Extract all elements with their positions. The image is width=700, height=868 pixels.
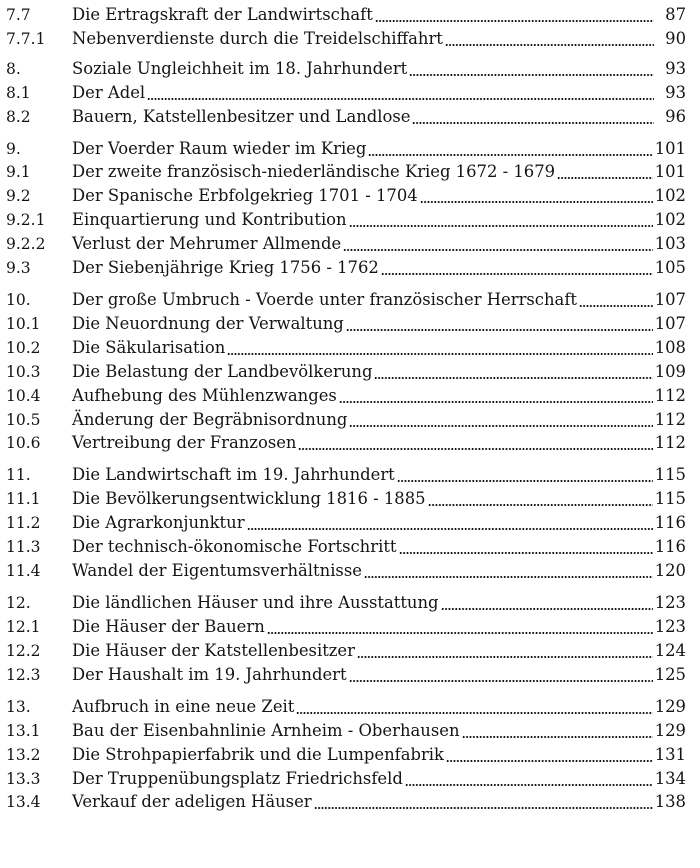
entry-title: Die Häuser der Katstellenbesitzer bbox=[72, 641, 355, 660]
entry-title: Die Häuser der Bauern bbox=[72, 617, 265, 636]
entry-page-number: 138 bbox=[654, 792, 686, 811]
dot-leader bbox=[343, 247, 653, 253]
dot-leader bbox=[399, 550, 653, 556]
dot-leader bbox=[349, 423, 652, 429]
entry-page-number: 93 bbox=[665, 59, 686, 78]
toc-entry bbox=[6, 208, 686, 232]
toc-entry bbox=[6, 615, 686, 639]
dot-leader bbox=[397, 478, 653, 484]
entry-page-number: 115 bbox=[654, 489, 686, 508]
entry-title: Die Neuordnung der Verwaltung bbox=[72, 314, 344, 333]
dot-leader bbox=[462, 734, 653, 740]
dot-leader bbox=[298, 446, 652, 452]
entry-number: 11.4 bbox=[6, 562, 41, 580]
entry-page-number: 129 bbox=[654, 721, 686, 740]
entry-title: Der Adel bbox=[72, 83, 146, 102]
dot-leader bbox=[247, 526, 653, 532]
entry-page-number: 90 bbox=[665, 29, 686, 48]
entry-number: 13.1 bbox=[6, 722, 41, 740]
entry-title: Nebenverdienste durch die Treidelschiffahrt bbox=[72, 29, 443, 48]
entry-number: 12.1 bbox=[6, 618, 41, 636]
entry-number: 9. bbox=[6, 140, 21, 158]
entry-number: 12.2 bbox=[6, 642, 41, 660]
toc-entry bbox=[6, 408, 686, 432]
entry-number: 13. bbox=[6, 698, 31, 716]
toc-entry bbox=[6, 160, 686, 184]
dot-leader bbox=[346, 327, 653, 333]
entry-number: 11. bbox=[6, 466, 31, 484]
dot-leader bbox=[409, 72, 654, 78]
entry-title: Die Säkularisation bbox=[72, 338, 226, 357]
toc-entry bbox=[6, 232, 686, 256]
toc-entry bbox=[6, 105, 686, 129]
entry-page-number: 124 bbox=[654, 641, 686, 660]
entry-number: 11.1 bbox=[6, 490, 41, 508]
entry-title: Der zweite französisch-niederländische Krieg 1672 - 1679 bbox=[72, 162, 556, 181]
entry-page-number: 134 bbox=[654, 769, 686, 788]
toc-entry bbox=[6, 312, 686, 336]
toc-entry bbox=[6, 719, 686, 743]
toc-entry bbox=[6, 559, 686, 583]
entry-number: 12. bbox=[6, 594, 31, 612]
toc-entry bbox=[6, 256, 686, 280]
entry-page-number: 107 bbox=[654, 314, 686, 333]
dot-leader bbox=[267, 630, 653, 636]
entry-title: Vertreibung der Franzosen bbox=[72, 433, 297, 452]
entry-page-number: 109 bbox=[654, 362, 686, 381]
entry-page-number: 112 bbox=[654, 410, 686, 429]
entry-number: 13.4 bbox=[6, 793, 41, 811]
toc-entry bbox=[6, 3, 686, 27]
dot-leader bbox=[368, 152, 652, 158]
entry-number: 7.7 bbox=[6, 6, 31, 24]
entry-number: 10.4 bbox=[6, 387, 41, 405]
entry-page-number: 102 bbox=[654, 186, 686, 205]
entry-page-number: 105 bbox=[654, 258, 686, 277]
dot-leader bbox=[296, 710, 652, 716]
dot-leader bbox=[441, 606, 653, 612]
toc-entry bbox=[6, 384, 686, 408]
entry-number: 9.2.2 bbox=[6, 235, 46, 253]
entry-page-number: 103 bbox=[654, 234, 686, 253]
entry-number: 13.3 bbox=[6, 770, 41, 788]
entry-number: 10.2 bbox=[6, 339, 41, 357]
entry-title: Die Strohpapierfabrik und die Lumpenfabrik bbox=[72, 745, 444, 764]
dot-leader bbox=[381, 271, 653, 277]
entry-number: 10.3 bbox=[6, 363, 41, 381]
entry-page-number: 129 bbox=[654, 697, 686, 716]
entry-number: 11.3 bbox=[6, 538, 41, 556]
entry-title: Aufbruch in eine neue Zeit bbox=[72, 697, 295, 716]
entry-page-number: 125 bbox=[654, 665, 686, 684]
entry-title: Bau der Eisenbahnlinie Arnheim - Oberhausen bbox=[72, 721, 460, 740]
entry-page-number: 120 bbox=[654, 561, 686, 580]
entry-number: 9.2 bbox=[6, 187, 31, 205]
entry-number: 10.6 bbox=[6, 434, 41, 452]
entry-number: 10.5 bbox=[6, 411, 41, 429]
dot-leader bbox=[428, 502, 653, 508]
entry-title: Der Spanische Erbfolgekrieg 1701 - 1704 bbox=[72, 186, 418, 205]
dot-leader bbox=[445, 42, 654, 48]
entry-number: 12.3 bbox=[6, 666, 41, 684]
entry-title: Der technisch-ökonomische Fortschritt bbox=[72, 537, 397, 556]
toc-entry bbox=[6, 81, 686, 105]
dot-leader bbox=[420, 199, 653, 205]
toc-entry bbox=[6, 184, 686, 208]
dot-leader bbox=[364, 574, 653, 580]
entry-title: Wandel der Eigentumsverhältnisse bbox=[72, 561, 362, 580]
entry-page-number: 112 bbox=[654, 433, 686, 452]
dot-leader bbox=[314, 805, 653, 811]
toc-entry bbox=[6, 695, 686, 719]
entry-number: 10.1 bbox=[6, 315, 41, 333]
toc-entry bbox=[6, 767, 686, 791]
entry-page-number: 116 bbox=[654, 513, 686, 532]
entry-title: Die Agrarkonjunktur bbox=[72, 513, 245, 532]
entry-page-number: 123 bbox=[654, 593, 686, 612]
dot-leader bbox=[339, 399, 653, 405]
entry-title: Die Landwirtschaft im 19. Jahrhundert bbox=[72, 465, 395, 484]
entry-title: Der Truppenübungsplatz Friedrichsfeld bbox=[72, 769, 403, 788]
dot-leader bbox=[374, 375, 652, 381]
entry-page-number: 108 bbox=[654, 338, 686, 357]
entry-number: 9.3 bbox=[6, 259, 31, 277]
toc-entry bbox=[6, 336, 686, 360]
entry-title: Einquartierung und Kontribution bbox=[72, 210, 347, 229]
entry-title: Der Voerder Raum wieder im Krieg bbox=[72, 139, 367, 158]
entry-title: Der große Umbruch - Voerde unter französischer Herrschaft bbox=[72, 290, 577, 309]
toc-entry bbox=[6, 790, 686, 814]
entry-number: 9.2.1 bbox=[6, 211, 46, 229]
dot-leader bbox=[375, 18, 654, 24]
entry-page-number: 101 bbox=[654, 139, 686, 158]
entry-title: Die ländlichen Häuser und ihre Ausstattung bbox=[72, 593, 439, 612]
toc-entry bbox=[6, 639, 686, 663]
entry-page-number: 102 bbox=[654, 210, 686, 229]
entry-number: 8. bbox=[6, 60, 21, 78]
toc-entry bbox=[6, 288, 686, 312]
dot-leader bbox=[349, 223, 653, 229]
entry-number: 9.1 bbox=[6, 163, 31, 181]
entry-number: 13.2 bbox=[6, 746, 41, 764]
entry-title: Aufhebung des Mühlenzwanges bbox=[72, 386, 337, 405]
entry-page-number: 93 bbox=[665, 83, 686, 102]
entry-page-number: 107 bbox=[654, 290, 686, 309]
entry-number: 7.7.1 bbox=[6, 30, 46, 48]
dot-leader bbox=[557, 175, 653, 181]
entry-page-number: 112 bbox=[654, 386, 686, 405]
dot-leader bbox=[349, 678, 653, 684]
toc-entry bbox=[6, 360, 686, 384]
entry-title: Bauern, Katstellenbesitzer und Landlose bbox=[72, 107, 411, 126]
dot-leader bbox=[412, 120, 654, 126]
toc-entry bbox=[6, 487, 686, 511]
entry-page-number: 123 bbox=[654, 617, 686, 636]
entry-title: Soziale Ungleichheit im 18. Jahrhundert bbox=[72, 59, 408, 78]
dot-leader bbox=[446, 758, 653, 764]
entry-page-number: 101 bbox=[654, 162, 686, 181]
entry-page-number: 115 bbox=[654, 465, 686, 484]
toc-entry bbox=[6, 511, 686, 535]
entry-page-number: 87 bbox=[665, 5, 686, 24]
dot-leader bbox=[357, 654, 653, 660]
dot-leader bbox=[147, 96, 654, 102]
entry-title: Der Haushalt im 19. Jahrhundert bbox=[72, 665, 347, 684]
toc-entry bbox=[6, 27, 686, 51]
toc-entry bbox=[6, 431, 686, 455]
entry-title: Änderung der Begräbnisordnung bbox=[72, 410, 348, 429]
entry-title: Verlust der Mehrumer Allmende bbox=[72, 234, 342, 253]
toc-entry bbox=[6, 535, 686, 559]
entry-title: Der Siebenjährige Krieg 1756 - 1762 bbox=[72, 258, 379, 277]
entry-title: Die Belastung der Landbevölkerung bbox=[72, 362, 373, 381]
toc-entry bbox=[6, 57, 686, 81]
entry-number: 8.1 bbox=[6, 84, 31, 102]
dot-leader bbox=[227, 351, 652, 357]
entry-number: 11.2 bbox=[6, 514, 41, 532]
dot-leader bbox=[405, 782, 653, 788]
entry-page-number: 131 bbox=[654, 745, 686, 764]
entry-title: Verkauf der adeligen Häuser bbox=[72, 792, 312, 811]
entry-title: Die Bevölkerungsentwicklung 1816 - 1885 bbox=[72, 489, 426, 508]
toc-entry bbox=[6, 663, 686, 687]
toc-entry bbox=[6, 463, 686, 487]
toc-entry bbox=[6, 591, 686, 615]
entry-title: Die Ertragskraft der Landwirtschaft bbox=[72, 5, 373, 24]
entry-number: 8.2 bbox=[6, 108, 31, 126]
toc-entry bbox=[6, 137, 686, 161]
entry-page-number: 96 bbox=[665, 107, 686, 126]
entry-number: 10. bbox=[6, 291, 31, 309]
entry-page-number: 116 bbox=[654, 537, 686, 556]
toc-entry bbox=[6, 743, 686, 767]
dot-leader bbox=[579, 303, 653, 309]
